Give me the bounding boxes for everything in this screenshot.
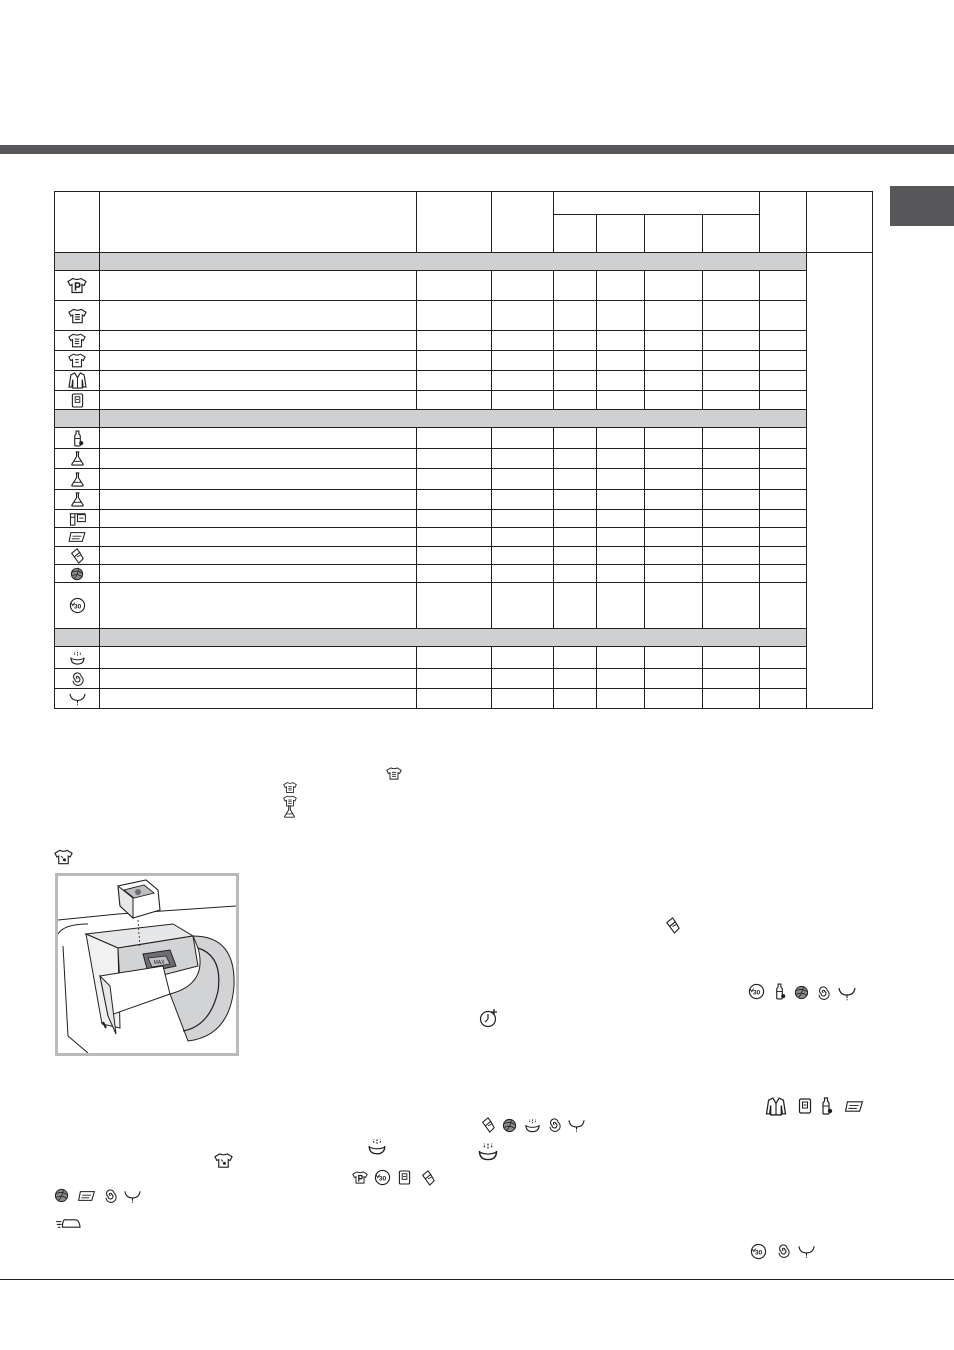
group-cell (100, 410, 807, 428)
shirt-lines-icon (68, 333, 86, 348)
shirt-jacket-icon (68, 372, 87, 389)
silk-icon (664, 917, 681, 934)
shirt-lines-icon (283, 781, 297, 794)
header-cell (55, 192, 100, 253)
shirt-lines-icon (386, 767, 402, 780)
footer-rule (0, 1279, 954, 1280)
rinse-icon (477, 1141, 499, 1161)
table-row (55, 469, 873, 490)
header-cell (417, 192, 492, 253)
group-cell (100, 629, 807, 647)
rinse-icon (524, 1117, 541, 1133)
table-group-row (55, 410, 873, 428)
express-30-icon (750, 1243, 767, 1260)
header-cell (807, 192, 873, 253)
group-cell (55, 410, 100, 428)
wool-ball-icon (54, 1188, 69, 1203)
shirt-p-icon (352, 1170, 368, 1185)
silk-icon (420, 1170, 436, 1186)
wool-ball-icon (794, 985, 809, 1000)
stain-shirt-icon (214, 1152, 233, 1169)
table-header-row (55, 192, 873, 215)
shirt-lines-small-icon (68, 353, 86, 368)
wool-ball-icon (70, 567, 84, 581)
svg-text:MAX: MAX (153, 960, 165, 966)
spin-icon (547, 1117, 562, 1132)
table-group-row (55, 253, 873, 271)
group-cell (55, 629, 100, 647)
group-cell (55, 253, 100, 271)
wool-ball-icon (502, 1118, 517, 1133)
shirt-p-icon (67, 277, 87, 294)
flask-icon (283, 805, 296, 818)
header-cell (703, 215, 760, 253)
header-cell (597, 215, 645, 253)
header-cell (760, 192, 807, 253)
drain-icon (568, 1117, 585, 1133)
header-cell (100, 192, 417, 253)
spin-icon (70, 671, 85, 686)
table-row (55, 351, 873, 371)
table-row (55, 583, 873, 629)
dark-garment-icon (398, 1170, 411, 1185)
table-row (55, 271, 873, 301)
drain-icon (798, 1243, 815, 1259)
table-row (55, 528, 873, 547)
stain-shirt-icon (54, 849, 73, 865)
header-cell (492, 192, 554, 253)
delay-timer-icon (479, 1008, 499, 1028)
flask-icon (70, 472, 85, 487)
shirt-jacket-icon (765, 1097, 787, 1116)
programmes-table (54, 191, 873, 709)
baby-bottle-icon (819, 1097, 833, 1115)
baby-bottle-icon (71, 430, 84, 447)
notes-cell (807, 253, 873, 709)
iron-board-icon (843, 1099, 865, 1114)
table-row (55, 547, 873, 565)
table-row (55, 565, 873, 583)
express-30-icon (748, 983, 765, 1000)
flask-icon (70, 451, 85, 466)
header-cell (645, 215, 703, 253)
flask-icon (70, 492, 85, 507)
rinse-icon (69, 650, 86, 665)
curtain-icon (68, 512, 87, 526)
header-cell (554, 215, 597, 253)
dark-garment-icon (71, 393, 84, 408)
express-30-icon (374, 1169, 391, 1186)
spin-icon (776, 1243, 791, 1258)
drain-icon (69, 691, 86, 706)
silk-icon (69, 548, 85, 564)
table-row (55, 449, 873, 469)
table-row (55, 490, 873, 510)
table-row (55, 689, 873, 709)
language-tab (890, 186, 954, 226)
silk-icon (480, 1117, 496, 1133)
table-row (55, 371, 873, 391)
easy-iron-icon (54, 1217, 82, 1230)
table-row (55, 669, 873, 689)
table-row (55, 301, 873, 331)
baby-bottle-icon (773, 983, 786, 1000)
spin-icon (816, 985, 831, 1000)
table-row (55, 510, 873, 528)
table-row (55, 428, 873, 449)
express-30-icon (69, 597, 86, 614)
detergent-dispenser-drawer-illustration (55, 873, 239, 1056)
table-row (55, 391, 873, 410)
table-row (55, 647, 873, 669)
shirt-lines-icon (68, 308, 87, 324)
group-cell (100, 253, 807, 271)
drain-icon (838, 985, 856, 1001)
rinse-icon (367, 1137, 387, 1155)
iron-board-icon (76, 1189, 97, 1203)
header-cell (554, 192, 760, 215)
dark-garment-icon (798, 1098, 812, 1114)
header-bar (0, 145, 954, 154)
iron-board-icon (67, 530, 87, 544)
spin-icon (103, 1188, 118, 1203)
table-group-row (55, 629, 873, 647)
drain-icon (124, 1188, 141, 1204)
table-row (55, 331, 873, 351)
